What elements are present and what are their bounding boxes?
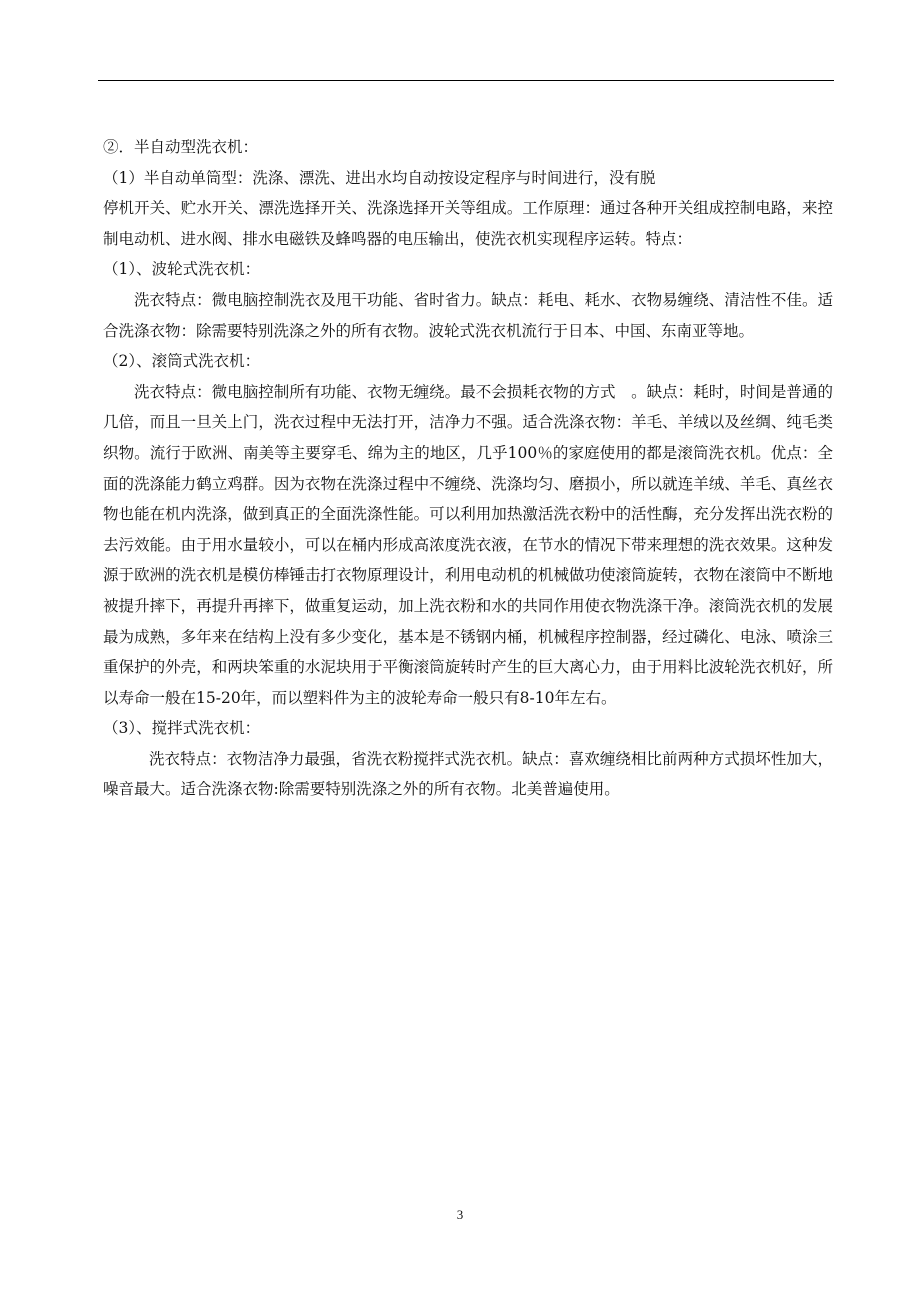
paragraph-single-tub-body: 停机开关、贮水开关、漂洗选择开关、洗涤选择开关等组成。工作原理：通过各种开关组成控制电路，来控制电动机、进水阀、排水电磁铁及蜂鸣器的电压输出，使洗衣机实现程序运转。特点： (103, 199, 833, 248)
section-heading-semi-auto: ②．半自动型洗衣机： (103, 138, 259, 156)
section-heading-drum: （2）、滚筒式洗衣机： (103, 352, 261, 371)
page-number: 3 (456, 1207, 464, 1222)
section-heading-agitator: （3）、搅拌式洗衣机： (103, 719, 261, 738)
paragraph-pulsator-body: 洗衣特点：微电脑控制洗衣及甩干功能、省时省力。缺点：耗电、耗水、衣物易缠绕、清洁性不佳。适合洗涤衣物：除需要特别洗涤之外的所有衣物。波轮式洗衣机流行于日本、中国、东南亚等地。 (103, 290, 833, 340)
header-rule (98, 80, 834, 81)
subsection-single-tub-intro: （1）半自动单筒型：洗涤、漂洗、进出水均自动按设定程序与时间进行，没有脱 (103, 168, 656, 187)
paragraph-drum-body: 洗衣特点：微电脑控制所有功能、衣物无缠绕。最不会损耗衣物的方式 。缺点：耗时，时间是普通的几倍，而且一旦关上门，洗衣过程中无法打开，洁净力不强。适合洗涤衣物：羊毛、羊绒以及丝绸、纯毛类织物。流行于欧洲、南美等主要穿毛、绵为主的地区，几乎100％的家庭使用的都是滚筒洗衣机。优点：全面的洗涤能力鹤立鸡群。因为衣物在洗涤过程中不缠绕、洗涤均匀、磨损小，所以就连羊绒、羊毛、真丝衣物也能在机内洗涤，做到真正的全面洗涤性能。可以利用加热激活洗衣粉中的活性酶，充分发挥出洗衣粉的去污效能。由于用水量较小，可以在桶内形成高浓度洗衣液，在节水的情况下带来理想的洗衣效果。这种发源于欧洲的洗衣机是模仿棒锤击打衣物原理设计，利用电动机的机械做功使滚筒旋转，衣物在滚筒中不断地被提升摔下，再提升再摔下，做重复运动，加上洗衣粉和水的共同作用使衣物洗涤干净。滚筒洗衣机的发展最为成熟，多年来在结构上没有多少变化，基本是不锈钢内桶，机械程序控制器，经过磷化、电泳、喷涂三重保护的外壳，和两块笨重的水泥块用于平衡滚筒旋转时产生的巨大离心力，由于用料比波轮洗衣机好，所以寿命一般在15-20年，而以塑料件为主的波轮寿命一般只有8-10年左右。 (103, 382, 833, 707)
document-body (103, 132, 833, 805)
paragraph-agitator-body: 洗衣特点：衣物洁净力最强，省洗衣粉搅拌式洗衣机。缺点：喜欢缠绕相比前两种方式损坏性加大，噪音最大。适合洗涤衣物:除需要特别洗涤之外的所有衣物。北美普遍使用。 (103, 749, 833, 799)
section-heading-pulsator: （1）、波轮式洗衣机： (103, 260, 261, 279)
